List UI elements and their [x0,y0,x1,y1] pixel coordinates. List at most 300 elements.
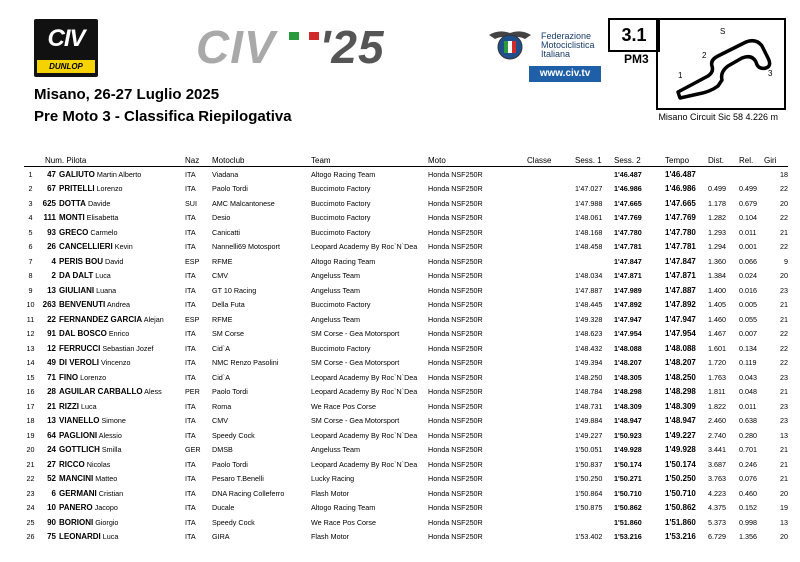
row-team: We Race Pos Corse [311,401,376,411]
row-class [527,167,575,182]
row-motoclub: Ducale [212,503,235,513]
row-team: Angeluss Team [311,445,361,455]
row-laps: 22 [780,213,789,223]
pilot-first-name: Matteo [95,474,118,484]
row-rel-gap: 0.246 [739,459,758,469]
row-gap: 1.294 [708,242,727,252]
row-team: Flash Motor [311,488,349,498]
row-best-time: 1'47.887 [665,285,696,295]
row-best-time: 1'48.207 [665,358,696,368]
row-session2: 1'49.928 [614,445,642,455]
row-session2: 1'46.487 [614,169,642,179]
row-team: Buccimoto Factory [311,227,371,237]
row-number: 27 [47,459,56,469]
row-session1 [575,515,614,530]
row-best-time: 1'46.986 [665,184,696,194]
pilot-first-name: Jacopo [94,503,118,513]
pilot-first-name: Elisabetta [86,213,119,223]
pilot-first-name: Luca [95,271,111,281]
row-best-time: 1'48.298 [665,387,696,397]
table-row [24,312,788,327]
row-pilot [59,298,185,313]
row-session2: 1'47.665 [614,198,642,208]
table-row [24,298,788,313]
row-motoclub: Della Futa [212,300,245,310]
row-nationality: ITA [185,227,196,237]
row-nationality: ITA [185,488,196,498]
row-rel-gap: 0.152 [739,503,758,513]
row-session1: 1'49.328 [575,314,603,324]
row-session2: 1'47.769 [614,213,642,223]
table-row [24,515,788,530]
row-gap: 1.400 [708,285,727,295]
row-rel-gap: 0.679 [739,198,758,208]
row-laps: 19 [780,503,789,513]
row-class [527,341,575,356]
row-rel-gap: 0.043 [739,372,758,382]
row-team: Lucky Racing [311,474,355,484]
pilot-surname: BENVENUTI [59,300,106,310]
row-pilot [59,443,185,458]
row-bike: Honda NSF250R [428,387,483,397]
row-position: 26 [26,532,35,542]
row-session2: 1'47.947 [614,314,642,324]
row-session2: 1'50.862 [614,503,642,513]
row-best-time: 1'47.947 [665,314,696,324]
row-pilot [59,269,185,284]
row-pilot [59,283,185,298]
row-session2: 1'47.847 [614,256,642,266]
row-best-time: 1'46.487 [665,169,696,179]
row-motoclub: AMC Malcantonese [212,198,275,208]
pilot-first-name: Carmelo [90,227,118,237]
row-number: 49 [47,358,56,368]
row-team: Angeluss Team [311,285,361,295]
row-position: 24 [26,503,35,513]
row-laps: 22 [780,343,789,353]
fmi-emblem-icon [487,27,533,63]
pilot-first-name: Cristian [98,488,124,498]
results-table [24,154,788,544]
row-rel-gap: 0.011 [739,227,757,237]
row-position: 21 [26,459,35,469]
row-position: 20 [26,445,35,455]
row-best-time: 1'49.227 [665,430,696,440]
row-session1: 1'50.051 [575,445,603,455]
row-best-time: 1'47.954 [665,329,696,339]
row-position: 19 [26,430,35,440]
row-session1: 1'48.731 [575,401,603,411]
row-session2: 1'50.710 [614,488,642,498]
row-motoclub: DMSB [212,445,233,455]
row-motoclub: RFME [212,256,233,266]
row-session2: 1'48.947 [614,416,642,426]
row-laps: 20 [780,532,789,542]
track-turn-2: 2 [702,51,707,60]
col-pos [24,154,37,167]
row-number: 12 [47,343,56,353]
row-gap: 1.720 [708,358,727,368]
row-session1: 1'47.988 [575,198,603,208]
row-class [527,486,575,501]
row-session1: 1'50.837 [575,459,603,469]
row-class [527,515,575,530]
row-rel-gap: 0.016 [739,285,758,295]
session-class-code: PM3 [624,52,649,66]
pilot-surname: PAGLIONI [59,430,98,440]
row-pilot [59,515,185,530]
row-number: 10 [47,503,56,513]
row-pilot [59,356,185,371]
table-row [24,240,788,255]
row-position: 6 [28,242,33,252]
row-number: 4 [51,256,56,266]
row-motoclub: Paolo Tordi [212,459,248,469]
pilot-first-name: Enrico [108,329,130,339]
track-sector-start: S [720,27,726,36]
row-session1: 1'48.061 [575,213,603,223]
row-rel-gap: 0.104 [739,213,758,223]
pilot-surname: GALIUTO [59,169,95,179]
table-row [24,501,788,516]
table-row [24,269,788,284]
row-gap: 5.373 [708,517,727,527]
row-motoclub: DNA Racing Colleferro [212,488,285,498]
row-session2: 1'47.892 [614,300,642,310]
row-gap: 6.729 [708,532,727,542]
row-position: 22 [26,474,35,484]
table-row [24,211,788,226]
row-laps: 21 [780,300,789,310]
row-motoclub: CMV [212,271,228,281]
row-laps: 21 [780,474,789,484]
circuit-info: Misano Circuit Sic 58 4.226 m [658,112,778,122]
row-motoclub: Paolo Tordi [212,184,248,194]
row-position: 25 [26,517,35,527]
pilot-surname: PANERO [59,503,93,513]
row-gap: 1.405 [708,300,727,310]
row-class [527,530,575,545]
row-best-time: 1'47.780 [665,227,696,237]
row-bike: Honda NSF250R [428,430,483,440]
event-title: Misano, 26-27 Luglio 2025 [34,86,220,103]
row-session1: 1'48.458 [575,242,603,252]
row-laps: 22 [780,184,789,194]
row-session1: 1'48.623 [575,329,603,339]
row-laps: 18 [780,169,789,179]
row-rel-gap: 1.356 [739,532,758,542]
row-class [527,283,575,298]
row-team: Leopard Academy By Roc`N`Dea [311,242,418,252]
table-row [24,472,788,487]
row-session2: 1'47.871 [614,271,642,281]
row-session2: 1'47.780 [614,227,642,237]
row-gap: 1.822 [708,401,727,411]
row-number: 64 [47,430,56,440]
row-pilot [59,225,185,240]
pilot-first-name: Andrea [106,300,131,310]
row-team: Leopard Academy By Roc`N`Dea [311,372,418,382]
event-subtitle: Pre Moto 3 - Classifica Riepilogativa [34,108,292,125]
row-best-time: 1'48.088 [665,343,696,353]
row-bike: Honda NSF250R [428,372,483,382]
row-motoclub: GIRA [212,532,230,542]
row-team: Buccimoto Factory [311,213,371,223]
table-row [24,385,788,400]
row-motoclub: GT 10 Racing [212,285,257,295]
row-position: 23 [26,488,35,498]
pilot-first-name: David [105,256,124,266]
row-number: 93 [47,227,56,237]
pilot-first-name: Giorgio [95,517,119,527]
pilot-surname: BORIONI [59,517,94,527]
pilot-first-name: Sebastian Jozef [102,343,154,353]
row-team: Altogo Racing Team [311,169,376,179]
pilot-surname: RIZZI [59,401,79,411]
row-bike: Honda NSF250R [428,271,483,281]
pilot-first-name: Kevin [114,242,133,252]
row-class [527,225,575,240]
row-bike: Honda NSF250R [428,169,483,179]
row-rel-gap: 0.011 [739,401,757,411]
pilot-surname: GIULIANI [59,285,95,295]
row-best-time: 1'50.862 [665,503,696,513]
row-bike: Honda NSF250R [428,213,483,223]
row-class [527,240,575,255]
row-session1: 1'48.784 [575,387,603,397]
row-motoclub: SM Corse [212,329,244,339]
pilot-surname: DA DALT [59,271,94,281]
header-brand-name: CIV [196,21,276,73]
row-nationality: ITA [185,213,196,223]
pilot-first-name: Aless [144,387,162,397]
row-best-time: 1'50.250 [665,474,696,484]
row-session1: 1'49.884 [575,416,603,426]
row-position: 13 [26,343,35,353]
pilot-first-name: Nicolas [86,459,111,469]
pilot-first-name: Lorenzo [80,372,107,382]
row-class [527,414,575,429]
row-nationality: ITA [185,430,196,440]
row-gap: 1.178 [708,198,727,208]
row-best-time: 1'50.710 [665,488,696,498]
row-rel-gap: 0.076 [739,474,758,484]
row-session1: 1'48.250 [575,372,603,382]
col-nat: Naz [185,154,212,167]
row-session1: 1'47.887 [575,285,603,295]
row-rel-gap: 0.119 [739,358,757,368]
row-team: SM Corse - Gea Motorsport [311,416,400,426]
row-number: 625 [42,198,56,208]
pilot-surname: VIANELLO [59,416,100,426]
row-rel-gap: 0.066 [739,256,758,266]
row-laps: 20 [780,198,789,208]
row-class [527,298,575,313]
row-nationality: ITA [185,474,196,484]
pilot-surname: FERNANDEZ GARCIA [59,314,143,324]
row-gap: 1.460 [708,314,727,324]
row-rel-gap: 0.007 [739,329,758,339]
row-laps: 23 [780,372,789,382]
row-best-time: 1'47.665 [665,198,696,208]
fmi-name-line1: Federazione [541,31,592,41]
row-number: 47 [47,169,56,179]
row-motoclub: Canicatti [212,227,240,237]
row-nationality: PER [185,387,200,397]
row-position: 1 [28,169,33,179]
row-pilot [59,530,185,545]
row-nationality: ITA [185,300,196,310]
row-number: 13 [47,285,56,295]
row-gap: 1.763 [708,372,727,382]
pilot-first-name: Lorenzo [96,184,123,194]
row-gap: 3.687 [708,459,727,469]
pilot-first-name: Simone [101,416,126,426]
row-position: 2 [28,184,33,194]
row-gap: 3.763 [708,474,727,484]
col-time: Tempo [665,154,708,167]
row-position: 9 [28,285,33,295]
row-number: 67 [47,184,56,194]
row-position: 3 [28,198,33,208]
table-row [24,254,788,269]
row-nationality: ITA [185,532,196,542]
row-class [527,211,575,226]
row-nationality: ITA [185,242,196,252]
row-nationality: ESP [185,256,200,266]
row-class [527,472,575,487]
row-rel-gap: 0.638 [739,416,758,426]
row-best-time: 1'47.892 [665,300,696,310]
table-row [24,530,788,545]
row-pilot [59,428,185,443]
row-session2: 1'53.216 [614,532,642,542]
row-bike: Honda NSF250R [428,532,483,542]
row-best-time: 1'49.928 [665,445,696,455]
row-rel-gap [739,167,764,182]
row-team: Flash Motor [311,532,349,542]
row-position: 18 [26,416,35,426]
row-team: SM Corse - Gea Motorsport [311,358,400,368]
row-nationality: GER [185,445,201,455]
track-map-icon [658,20,784,108]
row-team: Buccimoto Factory [311,184,371,194]
row-number: 13 [47,416,56,426]
row-team: Altogo Racing Team [311,256,376,266]
row-gap: 2.460 [708,416,727,426]
row-session2: 1'47.989 [614,285,642,295]
table-row [24,196,788,211]
row-nationality: ITA [185,169,196,179]
row-bike: Honda NSF250R [428,459,483,469]
row-session2: 1'48.088 [614,343,642,353]
row-nationality: ITA [185,401,196,411]
row-best-time: 1'53.216 [665,532,696,542]
table-row [24,182,788,197]
row-rel-gap: 0.024 [739,271,758,281]
row-position: 10 [26,300,35,310]
row-session1: 1'50.250 [575,474,603,484]
civ-logo [34,19,98,77]
track-turn-3: 3 [768,69,773,78]
row-pilot [59,211,185,226]
row-position: 16 [26,387,35,397]
row-session2: 1'46.986 [614,184,642,194]
row-laps: 21 [780,387,789,397]
row-bike: Honda NSF250R [428,401,483,411]
row-number: 28 [47,387,56,397]
row-session1 [575,254,614,269]
row-nationality: ITA [185,372,196,382]
row-motoclub: Speedy Cock [212,430,255,440]
row-class [527,370,575,385]
row-bike: Honda NSF250R [428,343,483,353]
row-bike: Honda NSF250R [428,285,483,295]
row-session1: 1'49.394 [575,358,603,368]
row-class [527,399,575,414]
header-brand [196,22,385,72]
row-gap [708,167,739,182]
row-bike: Honda NSF250R [428,416,483,426]
row-number: 75 [47,532,56,542]
italian-flag-stripe [289,32,319,40]
track-map [656,18,786,110]
row-nationality: ITA [185,358,196,368]
row-laps: 20 [780,271,789,281]
row-pilot [59,399,185,414]
row-pilot [59,457,185,472]
row-session1: 1'53.402 [575,532,603,542]
row-class [527,385,575,400]
pilot-surname: FERRUCCI [59,343,101,353]
pilot-first-name: Smilla [101,445,122,455]
row-position: 14 [26,358,35,368]
row-position: 15 [26,372,35,382]
row-session2: 1'48.309 [614,401,642,411]
row-pilot [59,167,185,182]
row-rel-gap: 0.460 [739,488,758,498]
row-best-time: 1'48.947 [665,416,696,426]
results-header-row [24,154,788,167]
row-best-time: 1'50.174 [665,459,696,469]
row-class [527,312,575,327]
row-motoclub: Desio [212,213,231,223]
pilot-surname: PRITELLI [59,184,95,194]
row-laps: 22 [780,242,789,252]
table-row [24,486,788,501]
row-session2: 1'50.923 [614,430,642,440]
row-rel-gap: 0.499 [739,184,758,194]
pilot-surname: GOTTLICH [59,445,100,455]
row-laps: 22 [780,329,789,339]
row-pilot [59,196,185,211]
row-laps: 13 [780,517,789,527]
pilot-first-name: Luana [96,285,117,295]
table-row [24,356,788,371]
row-number: 263 [42,300,56,310]
dunlop-logo: DUNLOP [37,60,95,73]
row-class [527,269,575,284]
row-bike: Honda NSF250R [428,256,483,266]
table-row [24,443,788,458]
row-number: 6 [51,488,56,498]
row-session2: 1'50.271 [614,474,642,484]
row-motoclub: Cid`A [212,372,230,382]
row-number: 26 [47,242,56,252]
row-session1: 1'48.432 [575,343,603,353]
col-dist: Dist. [708,154,739,167]
row-best-time: 1'47.871 [665,271,696,281]
